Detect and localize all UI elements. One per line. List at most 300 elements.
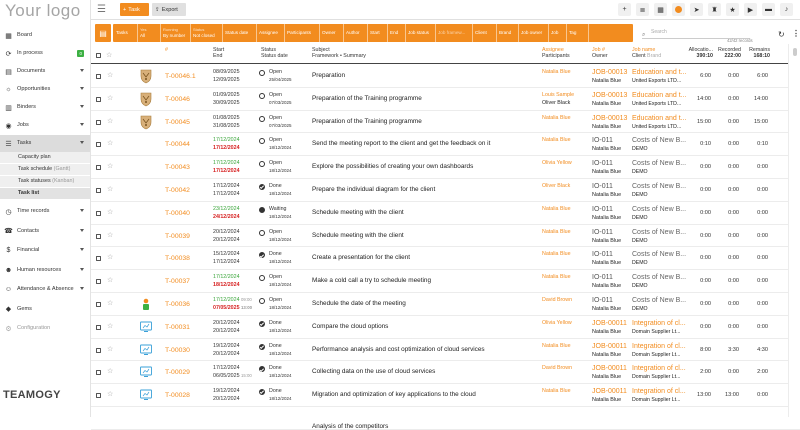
task-id-link[interactable]: T-00031 (165, 323, 190, 331)
start-date-value: 01/09/2025 (213, 91, 240, 98)
job-name-link[interactable]: Costs of New B... (632, 137, 687, 145)
job-name-link[interactable]: Education and t... (632, 69, 687, 76)
filter-chip[interactable] (569, 24, 589, 42)
job-name-link[interactable]: Education and t... (632, 91, 687, 99)
row-checkbox[interactable] (96, 165, 101, 170)
status-label: Open (269, 137, 282, 144)
job-number-link[interactable]: IO-011 (592, 274, 613, 282)
start-date-value: 20/12/2024 (213, 228, 240, 235)
export-button[interactable] (152, 3, 186, 16)
row-checkbox[interactable] (96, 211, 101, 216)
sidebar-item-label: Time records (17, 208, 50, 214)
assignee-link[interactable]: Natalia Blue (542, 228, 571, 235)
assignee-link[interactable]: Natalia Blue (542, 251, 571, 258)
assignee-link[interactable]: Natalia Blue (542, 274, 571, 281)
sidebar-item-tasks[interactable] (0, 135, 90, 152)
filter-bar (95, 24, 800, 42)
chat-icon[interactable]: ▬ (762, 3, 775, 16)
task-subject[interactable]: Collecting data on the use of cloud services (312, 368, 436, 376)
open-circle-icon (259, 93, 265, 99)
end-date-value: 06/05/2025 (213, 373, 240, 380)
sidebar-item-gems[interactable] (0, 301, 90, 318)
remains-value: 0:10 (757, 141, 768, 148)
recorded-value: 0:00 (728, 164, 739, 171)
client-name: Domain Supplier Lt... (632, 328, 681, 335)
job-number-link[interactable]: JOB-00011 (592, 342, 627, 350)
job-number-link[interactable]: JOB-00011 (592, 365, 627, 373)
task-subject[interactable]: Schedule meeting with the client (312, 231, 404, 239)
table-row[interactable] (91, 111, 800, 134)
remains-value: 14:00 (754, 95, 768, 102)
avatar (138, 319, 154, 335)
end-date-value: 24/12/2024 (213, 213, 240, 220)
star-icon[interactable]: ☆ (107, 140, 114, 148)
job-name-link[interactable]: Costs of New B... (632, 274, 687, 282)
allocation-value: 0:00 (700, 209, 711, 216)
status-date: 07/03/2025 (269, 122, 292, 128)
row-checkbox[interactable] (96, 188, 101, 193)
status-label: Waiting (269, 205, 287, 212)
star-icon[interactable]: ☆ (107, 345, 114, 353)
table-row[interactable] (91, 225, 800, 248)
contacts-icon: ☎ (4, 228, 13, 235)
sidebar-item-label: Board (17, 32, 32, 38)
end-date (213, 123, 240, 129)
status-label: Open (269, 297, 282, 303)
task-id-link[interactable]: T-00036 (165, 301, 190, 308)
end-date (213, 191, 240, 197)
job-name-link[interactable]: Integration of cl... (632, 388, 686, 396)
task-subject[interactable]: Compare the cloud options (312, 322, 389, 330)
start-date (213, 206, 240, 212)
star-icon[interactable]: ☆ (107, 72, 114, 79)
filter-chip[interactable] (287, 24, 320, 42)
status-label: Done (269, 183, 282, 189)
job-owner: Natalia Blue (592, 374, 622, 381)
col-assignee[interactable]: Assignee Participants (542, 47, 570, 59)
chevron-down-icon[interactable] (80, 229, 84, 232)
filter-chip[interactable] (521, 24, 549, 42)
row-checkbox[interactable] (96, 234, 101, 239)
status-date: 18/12/2024 (269, 191, 292, 196)
allocation-value: 6:00 (700, 73, 711, 79)
task-id-link[interactable]: T-00042 (165, 187, 190, 194)
sidebar-item-financial[interactable] (0, 242, 90, 259)
table-row[interactable] (91, 133, 800, 156)
task-id-link[interactable]: T-00037 (165, 278, 190, 286)
col-start[interactable]: Start End (213, 47, 225, 59)
assignee-link[interactable]: Natalia Blue (542, 205, 571, 212)
job-name-link[interactable]: Integration of cl... (632, 342, 686, 350)
recorded-value: 0:00 (728, 141, 739, 148)
filter-chip[interactable] (225, 24, 257, 42)
sidebar-item-opportunities[interactable] (0, 81, 90, 98)
end-date (213, 237, 240, 243)
filter-chip[interactable] (163, 24, 191, 42)
app-logo[interactable]: Your logo (5, 1, 81, 20)
chevron-down-icon[interactable] (80, 123, 84, 126)
job-name-link[interactable]: Integration of cl... (632, 365, 686, 373)
task-id-link[interactable]: T-00046 (165, 95, 190, 103)
job-number-link[interactable]: JOB-00013 (592, 69, 628, 76)
recorded-value: 3:30 (728, 346, 739, 353)
star-icon[interactable]: ☆ (107, 368, 114, 376)
filter-chip-label: Job framew... (438, 30, 466, 35)
end-date-value: 20/12/2024 (213, 236, 240, 243)
task-subject[interactable]: Explore the possibilities of creating your own dashboards (312, 163, 474, 171)
task-id-link[interactable]: T-00040 (165, 209, 190, 217)
done-check-icon (259, 184, 265, 190)
menu-toggle-icon[interactable]: ☰ (97, 4, 106, 15)
filter-chip[interactable] (551, 24, 567, 42)
allocation-value: 0:00 (700, 255, 711, 262)
table-row[interactable] (91, 88, 800, 111)
assignee-link[interactable]: Olivia Yellow (542, 319, 572, 326)
row-checkbox[interactable] (96, 142, 101, 147)
status-label: Open (269, 228, 282, 235)
table-row[interactable] (91, 270, 800, 293)
start-date-value: 17/12/2024 (213, 365, 240, 372)
search-placeholder: Search (651, 29, 667, 35)
bell-icon[interactable]: ♪ (780, 3, 793, 16)
job-name-link[interactable]: Costs of New B... (632, 251, 687, 259)
job-owner: Natalia Blue (592, 237, 622, 244)
task-id-link[interactable]: T-00043 (165, 164, 190, 172)
col-subject[interactable]: Subject Framework • Summary (312, 47, 366, 59)
view-switch-icon[interactable]: ▤ (95, 24, 111, 42)
add-icon[interactable]: + (618, 3, 631, 16)
sidebar-item-timerecords[interactable] (0, 203, 90, 220)
filter-chip-label: Tasks (116, 30, 128, 35)
allocation-value: 0:00 (700, 278, 711, 285)
job-number-link[interactable]: JOB-00013 (592, 114, 628, 122)
recorded-value: 0:00 (728, 255, 739, 262)
job-owner: Natalia Blue (592, 283, 622, 290)
row-checkbox[interactable] (96, 97, 101, 102)
assignee-link[interactable]: Natalia Blue (542, 137, 571, 144)
end-date (213, 100, 240, 106)
star-icon[interactable]: ☆ (107, 117, 114, 125)
gear-icon: ⚙ (5, 325, 12, 333)
end-date-value: 17/12/2024 (213, 191, 240, 197)
status-label: Open (269, 91, 282, 98)
task-id-link[interactable]: T-00028 (165, 392, 190, 400)
add-task-button[interactable] (120, 3, 149, 16)
sidebar-subitem[interactable] (0, 188, 90, 199)
table-row[interactable] (91, 384, 800, 407)
star-icon[interactable]: ☆ (107, 94, 114, 102)
filter-chip[interactable] (116, 24, 138, 42)
task-subject[interactable]: Schedule meeting with the client (312, 208, 404, 216)
avatar (138, 114, 154, 130)
star-icon[interactable]: ☆ (107, 277, 114, 285)
task-subject[interactable]: Make a cold call a try to schedule meeting (312, 277, 431, 285)
sidebar-subitem[interactable] (0, 152, 90, 163)
row-checkbox[interactable] (96, 256, 101, 261)
job-number-link[interactable]: IO-011 (592, 228, 613, 236)
table-row[interactable] (91, 202, 800, 225)
remains-value: 0:00 (757, 392, 768, 399)
col-number[interactable]: # (165, 47, 168, 53)
allocation-value: 0:00 (700, 301, 711, 307)
filter-chip[interactable] (499, 24, 519, 42)
col-status[interactable]: Status Status date (261, 47, 288, 59)
filter-chip[interactable] (193, 24, 223, 42)
remains-value: 0:00 (757, 232, 768, 239)
task-subject[interactable]: Schedule the date of the meeting (312, 300, 406, 307)
col-job[interactable]: Job # Owner (592, 47, 608, 59)
star-icon[interactable]: ☆ (107, 231, 114, 239)
job-number-link[interactable]: IO-011 (592, 205, 613, 213)
filter-chip[interactable] (322, 24, 344, 42)
job-owner: Natalia Blue (592, 169, 622, 176)
status-date: 18/12/2024 (269, 213, 292, 219)
status-label: Done (269, 365, 282, 372)
star-header-icon[interactable]: ☆ (106, 52, 113, 59)
row-checkbox[interactable] (96, 393, 101, 398)
filter-chip[interactable] (259, 24, 285, 42)
open-circle-icon (259, 298, 265, 304)
sidebar-subitem[interactable] (0, 164, 90, 175)
binder-icon: ▥ (5, 104, 12, 112)
allocation-value: 13:00 (697, 392, 711, 399)
sidebar-item-binders[interactable] (0, 99, 90, 116)
job-name-link[interactable]: Costs of New B... (632, 160, 687, 168)
filter-chip[interactable] (390, 24, 406, 42)
end-date (213, 351, 240, 357)
filter-chip-label: Assignee (259, 30, 278, 35)
assignee-link[interactable]: Natalia Blue (542, 388, 571, 395)
sidebar-item-contacts[interactable] (0, 223, 90, 240)
start-date (213, 320, 240, 326)
task-subject[interactable]: Preparation (312, 72, 346, 79)
sidebar (0, 0, 91, 417)
sidebar-item-board[interactable] (0, 27, 90, 44)
count-badge: 0 (79, 51, 82, 56)
task-id-link[interactable]: T-00038 (165, 255, 190, 263)
recorded-value: 13:00 (725, 392, 739, 399)
stamp-icon[interactable]: ♜ (708, 3, 721, 16)
done-check-icon (259, 344, 265, 350)
filter-chip[interactable] (475, 24, 497, 42)
job-name-link[interactable]: Costs of New B... (632, 297, 687, 304)
status-date: 18/12/2024 (269, 350, 292, 356)
task-subject[interactable]: Preparation of the Training programme (312, 117, 422, 125)
select-all-checkbox[interactable] (96, 53, 101, 58)
assignee-link[interactable]: Natalia Blue (542, 69, 571, 75)
calculator-icon[interactable]: ▦ (654, 3, 667, 16)
filter-chip-value: By number (163, 32, 186, 38)
task-id-link[interactable]: T-00029 (165, 369, 190, 377)
task-id-link[interactable]: T-00039 (165, 232, 190, 240)
task-subject[interactable]: Create a presentation for the client (312, 254, 411, 262)
job-name-link[interactable]: Integration of cl... (632, 319, 686, 327)
assignee-link[interactable]: Natalia Blue (542, 114, 571, 121)
job-number-link[interactable]: IO-011 (592, 251, 613, 259)
task-subject[interactable]: Migration and optimization of key applications to the cloud (312, 391, 476, 399)
chevron-down-icon[interactable] (80, 268, 84, 271)
end-date (213, 373, 252, 379)
job-number-link[interactable]: IO-011 (592, 137, 613, 145)
table-row[interactable] (91, 339, 800, 362)
end-date (213, 282, 240, 288)
assignee-link[interactable]: David Brown (542, 297, 573, 303)
task-subject[interactable]: Performance analysis and cost optimization of cloud services (312, 345, 485, 353)
job-number-link[interactable]: JOB-00011 (592, 319, 627, 327)
chevron-down-icon[interactable] (80, 105, 84, 108)
top-bar (91, 0, 800, 20)
filter-chip[interactable] (408, 24, 436, 42)
client-name: Domain Supplier Lt... (632, 397, 681, 404)
sidebar-item-label: Attendance & Absence (17, 286, 74, 292)
start-date-value: 19/12/2024 (213, 388, 240, 395)
sidebar-item-label: Configuration (17, 325, 51, 331)
end-date-value: 17/12/2024 (213, 168, 240, 175)
star-icon[interactable]: ☆ (107, 208, 114, 216)
col-recorded[interactable]: Recorded 222:00 (718, 47, 741, 59)
row-checkbox[interactable] (96, 325, 101, 330)
sidebar-item-hr[interactable] (0, 262, 90, 279)
recorded-value: 0:00 (728, 95, 739, 102)
end-date (213, 168, 240, 174)
table-row[interactable] (91, 361, 800, 384)
chevron-down-icon[interactable] (80, 209, 84, 212)
job-name-link[interactable]: Costs of New B... (632, 183, 687, 190)
col-remains[interactable]: Remains 168:10 (749, 47, 770, 59)
status-date: 18/12/2024 (269, 259, 292, 265)
start-date-value: 01/08/2025 (213, 114, 240, 121)
sidebar-item-inprocess[interactable] (0, 45, 90, 62)
notes-icon[interactable]: ≣ (636, 3, 649, 16)
refresh-icon[interactable]: ↻ (778, 30, 785, 39)
open-circle-icon (259, 70, 265, 76)
sidebar-item-documents[interactable] (0, 63, 90, 80)
table-row[interactable] (91, 316, 800, 339)
table-row[interactable] (91, 407, 800, 430)
job-number-link[interactable]: IO-011 (592, 297, 613, 304)
task-id-link[interactable]: T-00044 (165, 141, 190, 149)
col-job-name[interactable]: Job name Client Brand (632, 47, 662, 59)
table-row[interactable] (91, 65, 800, 88)
sidebar-item-jobs[interactable] (0, 117, 90, 134)
task-subject[interactable]: Analysis of the competitors (312, 423, 389, 430)
star-icon[interactable]: ☆ (107, 300, 114, 307)
send-icon[interactable]: ➤ (690, 3, 703, 16)
task-subject[interactable]: Prepare the individual diagram for the client (312, 186, 436, 193)
chevron-down-icon[interactable] (80, 248, 84, 251)
job-owner: Natalia Blue (592, 78, 622, 84)
filter-chip[interactable] (140, 24, 161, 42)
job-owner: Natalia Blue (592, 306, 622, 312)
job-name-link[interactable]: Education and t... (632, 114, 687, 122)
star-icon[interactable]: ★ (726, 3, 739, 16)
row-checkbox[interactable] (96, 302, 101, 307)
end-date-value: 30/09/2025 (213, 99, 240, 106)
chevron-down-icon[interactable] (80, 69, 84, 72)
allocation-value: 0:00 (700, 232, 711, 239)
star-icon[interactable]: ☆ (107, 186, 114, 193)
sidebar-item-config[interactable] (0, 320, 90, 337)
job-number-link[interactable]: JOB-00011 (592, 388, 627, 396)
row-checkbox[interactable] (96, 279, 101, 284)
table-row[interactable] (91, 293, 800, 316)
job-name-link[interactable]: Costs of New B... (632, 205, 687, 213)
video-icon[interactable]: ▶ (744, 3, 757, 16)
assignee-link[interactable]: Olivia Yellow (542, 160, 572, 167)
task-subject[interactable]: Preparation of the Training programme (312, 94, 422, 102)
sidebar-item-label: Opportunities (17, 86, 51, 92)
start-date (213, 137, 240, 143)
avatar (138, 387, 154, 403)
start-date (213, 69, 240, 75)
filter-chip[interactable] (346, 24, 368, 42)
job-owner: Natalia Blue (592, 397, 622, 404)
table-row[interactable] (91, 247, 800, 270)
task-subject[interactable]: Send the meeting report to the client and get the feedback on it (312, 140, 491, 148)
end-date-value: 20/12/2024 (213, 327, 240, 334)
chevron-down-icon[interactable] (80, 141, 84, 144)
row-checkbox[interactable] (96, 348, 101, 353)
start-date (213, 343, 240, 349)
chevron-down-icon[interactable] (80, 87, 84, 90)
assignee-link[interactable]: David Brown (542, 365, 573, 372)
star-icon[interactable]: ☆ (107, 322, 114, 330)
start-date (213, 183, 240, 189)
status-date: 18/12/2024 (269, 282, 292, 288)
filter-chip[interactable] (370, 24, 388, 42)
table-row[interactable] (91, 179, 800, 202)
remains-value: 0:00 (757, 164, 768, 171)
assignee-link[interactable]: Louis Sample (542, 91, 575, 98)
status-dot-icon[interactable] (672, 3, 685, 16)
start-date-value: 08/09/2025 (213, 69, 240, 75)
end-date-value: 07/05/2025 (213, 305, 240, 311)
star-icon[interactable]: ☆ (107, 254, 114, 262)
job-number-link[interactable]: IO-011 (592, 183, 613, 190)
job-number-link[interactable]: IO-011 (592, 160, 613, 168)
star-icon[interactable]: ☆ (107, 391, 114, 399)
col-allocation[interactable]: Allocatio... 390:10 (688, 47, 713, 59)
row-checkbox[interactable] (96, 74, 101, 79)
remains-value: 15:00 (754, 118, 768, 125)
status-date: 18/12/2024 (269, 305, 292, 310)
star-icon[interactable]: ☆ (107, 163, 114, 171)
client-name: DEMO (632, 306, 648, 312)
assignee-link[interactable]: Natalia Blue (542, 342, 571, 349)
start-date (213, 365, 240, 371)
assignee-link[interactable]: Oliver Black (542, 183, 571, 189)
chevron-down-icon[interactable] (80, 287, 84, 290)
filter-chip-label: Job status (408, 30, 429, 35)
job-owner: Natalia Blue (592, 192, 622, 198)
task-id-link[interactable]: T-00046.1 (165, 73, 196, 80)
more-options-icon[interactable]: ⋮ (792, 29, 800, 38)
sidebar-subitem[interactable] (0, 176, 90, 187)
job-name-link[interactable]: Costs of New B... (632, 228, 687, 236)
end-date-value: 17/12/2024 (213, 145, 240, 152)
job-owner: Natalia Blue (592, 146, 622, 153)
task-id-link[interactable]: T-00045 (165, 118, 190, 126)
row-checkbox[interactable] (96, 120, 101, 125)
job-number-link[interactable]: JOB-00013 (592, 91, 628, 99)
filter-chip[interactable] (438, 24, 473, 42)
table-row[interactable] (91, 156, 800, 179)
sidebar-item-attendance[interactable] (0, 281, 90, 298)
remains-value: 0:00 (757, 278, 768, 285)
row-checkbox[interactable] (96, 370, 101, 375)
vertical-scrollbar[interactable] (788, 44, 800, 417)
task-id-link[interactable]: T-00030 (165, 346, 190, 354)
